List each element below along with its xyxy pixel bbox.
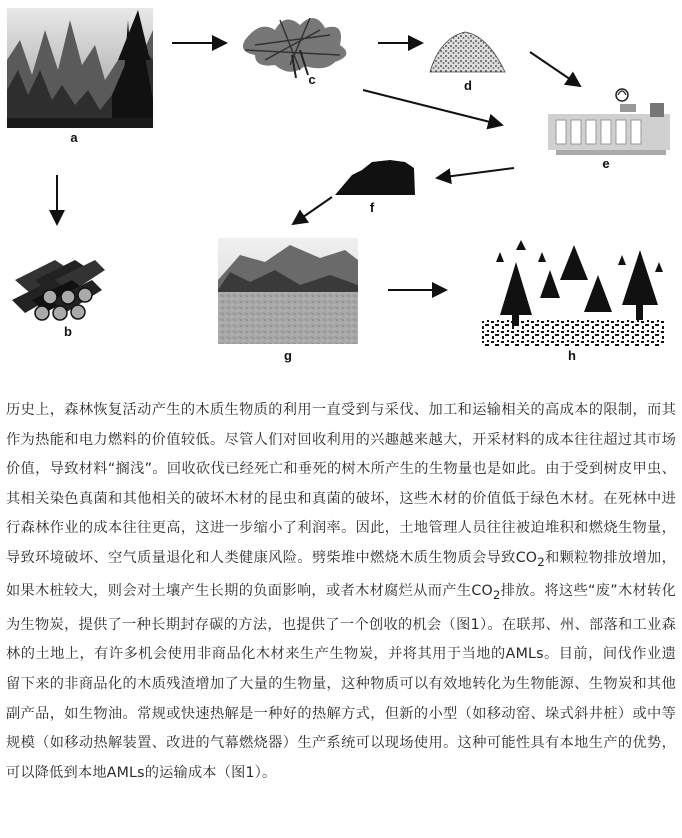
arrow-c-to-e xyxy=(363,90,502,125)
paragraph-part-1: 历史上，森林恢复活动产生的木质生物质的利用一直受到与采伐、加工和运输相关的高成本的限制，而其作为热能和电力燃料的价值较低。尽管人们对回收利用的兴趣越来越大，开采材料的成本往往超过其市场价值，导致材料“搁浅”。回收砍伐已经死亡和垂死的树木所产生的生物量也是如此。由于受到树皮甲虫、其相关染色真菌和其他相关的破坏木材的昆虫和真菌的破坏，这些木材的价值低于绿色木材。在死林中进行森林作业的成本往往更高，这进一步缩小了利润率。因此，土地管理人员往往被迫堆积和燃烧生物量，导致环境破坏、空气质量退化和人类健康风险。劈柴堆中燃烧木质生物质会导致CO xyxy=(6,402,676,566)
forest-image xyxy=(7,8,153,128)
co2-subscript-1: 2 xyxy=(537,554,545,569)
wood-chips-image xyxy=(430,32,505,72)
slash-branches-image xyxy=(243,18,346,78)
label-h: h xyxy=(568,348,576,363)
label-f: f xyxy=(369,200,375,215)
meadow-photo xyxy=(218,238,358,344)
label-c: c xyxy=(308,72,316,87)
pyrolysis-unit-image xyxy=(548,89,670,155)
arrow-f-to-g xyxy=(293,197,332,224)
arrow-e-to-f xyxy=(437,168,514,178)
biochar-pile-image xyxy=(335,160,415,195)
body-text xyxy=(6,396,676,788)
label-a: a xyxy=(70,130,78,145)
process-diagram xyxy=(0,0,682,380)
paragraph xyxy=(6,396,676,788)
label-b: b xyxy=(64,324,72,339)
paragraph-part-3: 排放。将这些“废”木材转化为生物炭，提供了一种长期封存碳的方法，也提供了一个创收的机会（图1）。在联邦、州、部落和工业森林的土地上，有许多机会使用非商品化木材来生产生物炭，并将其用于当地的AMLs。目前，间伐作业遗留下来的非商品化的木质残渣增加了大量的生物量，这种物质可以有效地转化为生物能源、生物炭和其他副产品，如生物油。常规或快速热解是一种好的热解方式，但新的小型（如移动窑、垛式斜井桩）或中等规模（如移动热解装置、改进的气幕燃烧器）生产系统可以现场使用。这种可能性具有本地生产的优势，可以降低到本地AMLs的运输成本（图1）。 xyxy=(6,583,676,781)
label-e: e xyxy=(602,156,610,171)
label-d: d xyxy=(464,78,472,93)
paragraph-part-2: 和颗粒物排放增加，如果木桩较大，则会对土壤产生长期的负面影响，或者木材腐烂从而产生CO xyxy=(6,549,676,600)
co2-subscript-2: 2 xyxy=(492,588,501,603)
arrow-d-to-e xyxy=(530,52,580,86)
tree-growth-image xyxy=(482,240,664,346)
label-g: g xyxy=(284,348,292,363)
logs-image xyxy=(12,260,105,320)
